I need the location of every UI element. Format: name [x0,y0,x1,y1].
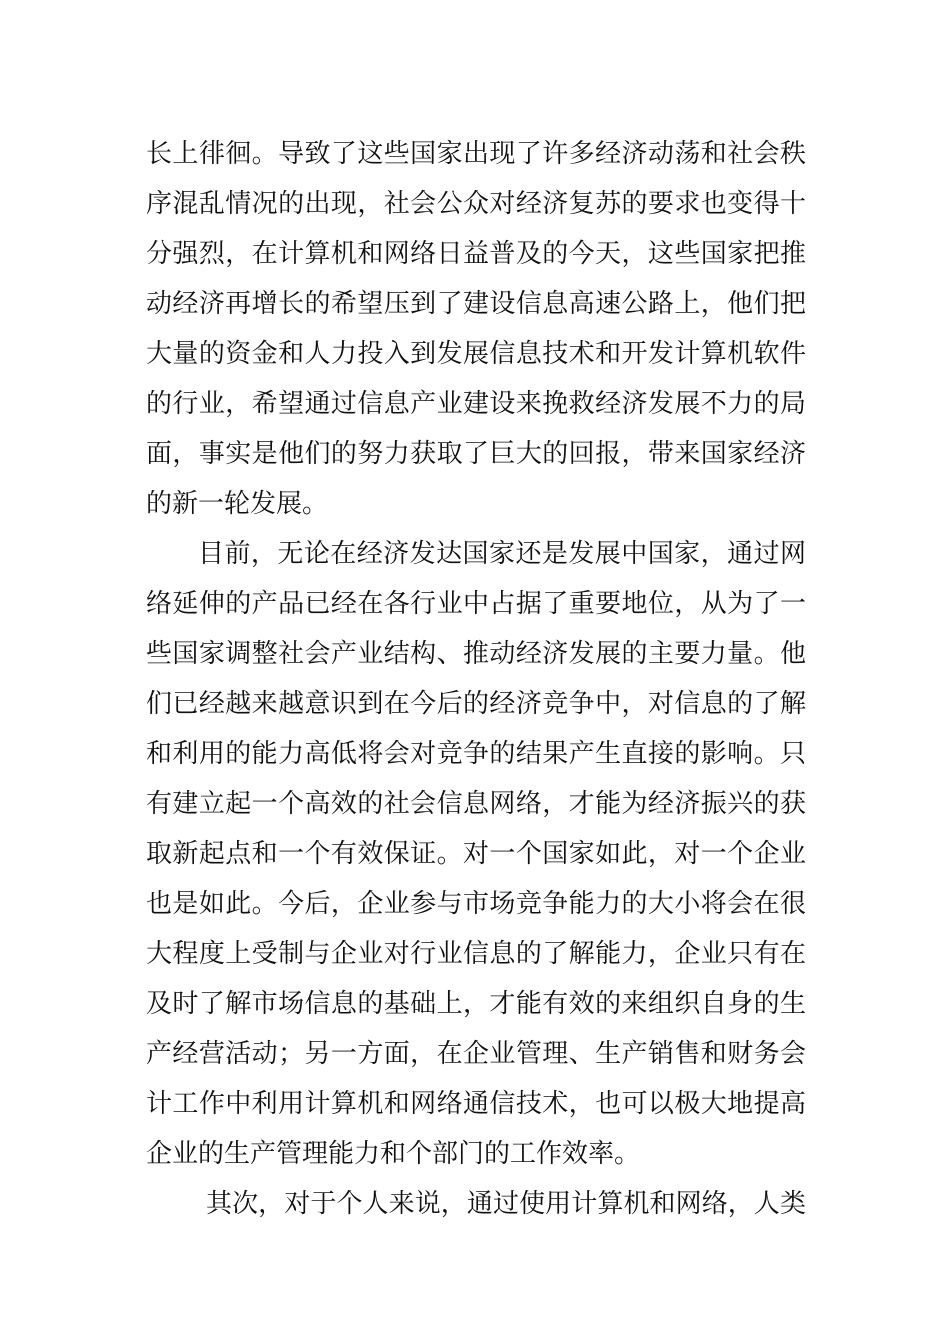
text-line: 计工作中利用计算机和网络通信技术，也可以极大地提高 [146,1089,806,1119]
text-line: 大程度上受制与企业对行业信息的了解能力，企业只有在 [146,939,806,969]
text-line: 也是如此。今后，企业参与市场竞争能力的大小将会在很 [146,889,806,919]
text-line: 络延伸的产品已经在各行业中占据了重要地位，从为了一 [146,589,806,619]
text-line: 分强烈，在计算机和网络日益普及的今天，这些国家把推 [146,239,806,269]
text-line: 们已经越来越意识到在今后的经济竞争中，对信息的了解 [146,689,806,719]
text-line: 的行业，希望通过信息产业建设来挽救经济发展不力的局 [146,389,806,419]
text-line: 序混乱情况的出现，社会公众对经济复苏的要求也变得十 [146,189,806,219]
paragraph-first-line: 目前，无论在经济发达国家还是发展中国家，通过网 [198,539,806,569]
text-line: 动经济再增长的希望压到了建设信息高速公路上，他们把 [146,289,806,319]
text-line: 的新一轮发展。 [146,489,329,519]
text-line: 面，事实是他们的努力获取了巨大的回报，带来国家经济 [146,439,806,469]
text-line: 取新起点和一个有效保证。对一个国家如此，对一个企业 [146,839,806,869]
text-line: 大量的资金和人力投入到发展信息技术和开发计算机软件 [146,339,806,369]
text-line: 长上徘徊。导致了这些国家出现了许多经济动荡和社会秩 [146,139,806,169]
text-line: 及时了解市场信息的基础上，才能有效的来组织自身的生 [146,989,806,1019]
text-line: 企业的生产管理能力和个部门的工作效率。 [146,1139,641,1169]
text-line: 产经营活动；另一方面，在企业管理、生产销售和财务会 [146,1039,806,1069]
text-line: 和利用的能力高低将会对竞争的结果产生直接的影响。只 [146,739,806,769]
text-line: 些国家调整社会产业结构、推动经济发展的主要力量。他 [146,639,806,669]
paragraph-first-line: 其次，对于个人来说，通过使用计算机和网络，人类 [206,1189,806,1219]
text-line: 有建立起一个高效的社会信息网络，才能为经济振兴的获 [146,789,806,819]
